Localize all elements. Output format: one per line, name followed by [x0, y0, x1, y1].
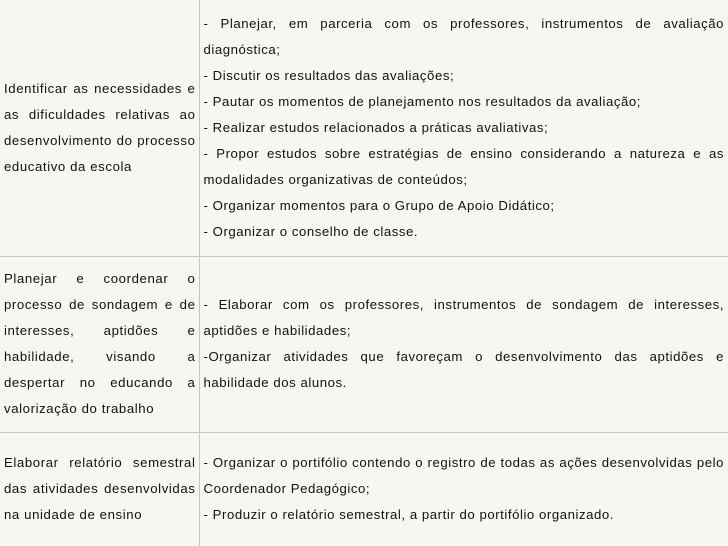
table-row — [0, 0, 728, 256]
action-item: - Organizar o portifólio contendo o registro de todas as ações desenvolvidas pelo Coordenador Pedagógico; — [203, 455, 724, 497]
objective-text: Planejar e coordenar o processo de sondagem e de interesses, aptidões e habilidade, visando a despertar no educando a valorização do trabalho — [4, 271, 196, 416]
actions-cell — [199, 432, 728, 546]
action-item: - Planejar, em parceria com os professores, instrumentos de avaliação diagnóstica; — [203, 15, 724, 57]
actions-cell — [199, 256, 728, 432]
action-item: - Discutir os resultados das avaliações; — [203, 67, 455, 83]
objective-text: Elaborar relatório semestral das atividades desenvolvidas na unidade de ensino — [4, 455, 196, 523]
objective-text: Identificar as necessidades e as dificuldades relativas ao desenvolvimento do processo educativo da escola — [4, 80, 196, 174]
actions-list — [204, 450, 728, 528]
action-item: - Produzir o relatório semestral, a partir do portifólio organizado. — [203, 507, 614, 523]
objective-cell — [0, 0, 199, 256]
action-item: - Realizar estudos relacionados a práticas avaliativas; — [203, 119, 549, 135]
table-row — [0, 432, 728, 546]
actions-list — [204, 292, 728, 396]
objective-cell — [0, 432, 199, 546]
action-item: - Pautar os momentos de planejamento nos resultados da avaliação; — [203, 93, 641, 109]
actions-list — [204, 11, 728, 245]
action-item: - Propor estudos sobre estratégias de ensino considerando a natureza e as modalidades organizativas de conteúdos; — [203, 145, 724, 187]
objective-cell — [0, 256, 199, 432]
action-item: - Elaborar com os professores, instrumentos de sondagem de interesses, aptidões e habilidades; — [203, 297, 724, 338]
table-row — [0, 256, 728, 432]
action-item: -Organizar atividades que favoreçam o desenvolvimento das aptidões e habilidade dos alunos. — [203, 349, 724, 390]
actions-cell — [199, 0, 728, 256]
action-item: - Organizar momentos para o Grupo de Apoio Didático; — [203, 197, 555, 213]
action-item: - Organizar o conselho de classe. — [203, 223, 419, 239]
